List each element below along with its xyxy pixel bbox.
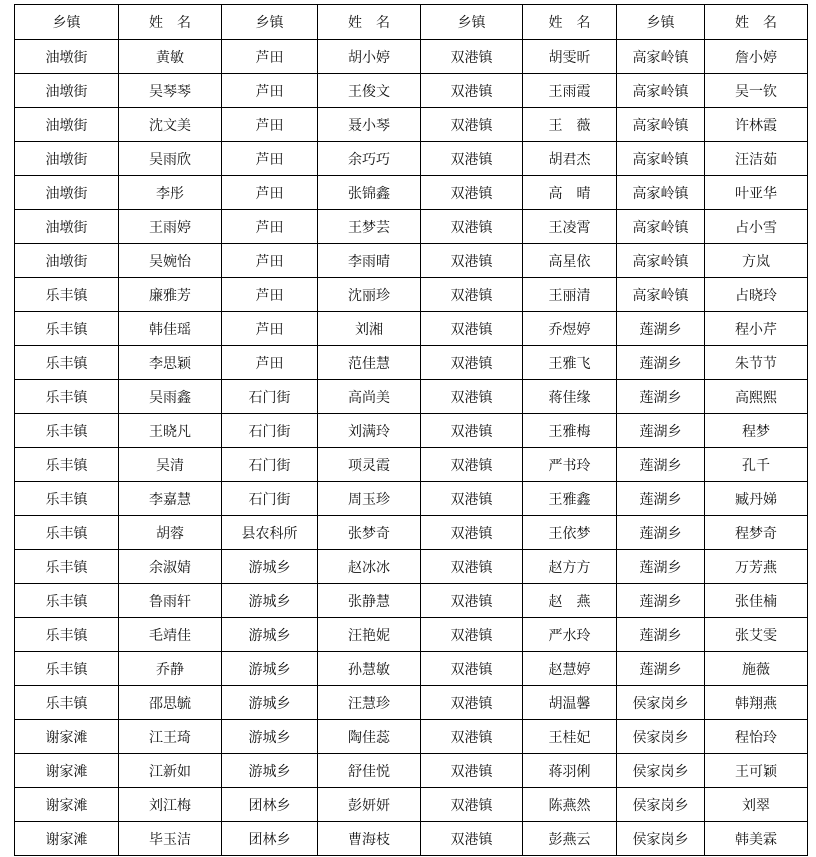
town-cell: 莲湖乡 (617, 618, 705, 652)
name-cell: 沈丽珍 (318, 278, 421, 312)
name-cell: 胡君杰 (523, 142, 617, 176)
town-cell: 芦田 (222, 74, 318, 108)
name-cell: 邵思毓 (119, 686, 222, 720)
town-cell: 游城乡 (222, 686, 318, 720)
header-name-3: 姓 名 (523, 5, 617, 40)
table-row (15, 482, 808, 516)
town-cell: 双港镇 (421, 584, 523, 618)
town-cell: 双港镇 (421, 788, 523, 822)
town-cell: 双港镇 (421, 550, 523, 584)
name-cell: 陶佳蕊 (318, 720, 421, 754)
name-cell: 韩美霖 (705, 822, 808, 856)
town-cell: 芦田 (222, 176, 318, 210)
table-row (15, 210, 808, 244)
name-cell: 项灵霞 (318, 448, 421, 482)
town-cell: 油墩街 (15, 244, 119, 278)
name-cell: 王梦芸 (318, 210, 421, 244)
town-cell: 双港镇 (421, 244, 523, 278)
name-cell: 胡温馨 (523, 686, 617, 720)
town-cell: 双港镇 (421, 482, 523, 516)
town-cell: 芦田 (222, 244, 318, 278)
name-cell: 彭燕云 (523, 822, 617, 856)
town-cell: 莲湖乡 (617, 312, 705, 346)
town-cell: 高家岭镇 (617, 40, 705, 74)
name-cell: 王雅飞 (523, 346, 617, 380)
name-cell: 韩翔燕 (705, 686, 808, 720)
town-cell: 游城乡 (222, 754, 318, 788)
town-cell: 乐丰镇 (15, 346, 119, 380)
town-cell: 侯家岗乡 (617, 788, 705, 822)
town-cell: 莲湖乡 (617, 652, 705, 686)
header-name-4: 姓 名 (705, 5, 808, 40)
name-cell: 蒋羽俐 (523, 754, 617, 788)
name-cell: 李彤 (119, 176, 222, 210)
town-cell: 双港镇 (421, 346, 523, 380)
name-cell: 王桂妃 (523, 720, 617, 754)
town-cell: 高家岭镇 (617, 244, 705, 278)
town-cell: 侯家岗乡 (617, 754, 705, 788)
town-cell: 双港镇 (421, 176, 523, 210)
name-cell: 张静慧 (318, 584, 421, 618)
town-cell: 油墩街 (15, 142, 119, 176)
town-cell: 石门街 (222, 414, 318, 448)
town-cell: 双港镇 (421, 618, 523, 652)
town-cell: 乐丰镇 (15, 652, 119, 686)
town-cell: 团林乡 (222, 822, 318, 856)
header-name-1: 姓 名 (119, 5, 222, 40)
name-cell: 毛靖佳 (119, 618, 222, 652)
town-cell: 乐丰镇 (15, 380, 119, 414)
town-cell: 芦田 (222, 210, 318, 244)
name-cell: 黄敏 (119, 40, 222, 74)
name-cell: 许林霞 (705, 108, 808, 142)
town-cell: 莲湖乡 (617, 346, 705, 380)
header-town-3: 乡镇 (421, 5, 523, 40)
name-cell: 赵冰冰 (318, 550, 421, 584)
name-cell: 赵慧婷 (523, 652, 617, 686)
table-row (15, 414, 808, 448)
name-cell: 王可颖 (705, 754, 808, 788)
name-cell: 李思颖 (119, 346, 222, 380)
name-cell: 李嘉慧 (119, 482, 222, 516)
name-cell: 程梦奇 (705, 516, 808, 550)
name-cell: 程怡玲 (705, 720, 808, 754)
name-cell: 孔千 (705, 448, 808, 482)
town-cell: 游城乡 (222, 618, 318, 652)
town-cell: 乐丰镇 (15, 686, 119, 720)
town-cell: 双港镇 (421, 380, 523, 414)
name-cell: 刘湘 (318, 312, 421, 346)
town-cell: 游城乡 (222, 720, 318, 754)
name-cell: 程小芹 (705, 312, 808, 346)
town-cell: 侯家岗乡 (617, 822, 705, 856)
name-cell: 王雨霞 (523, 74, 617, 108)
name-cell: 方岚 (705, 244, 808, 278)
name-cell: 赵 燕 (523, 584, 617, 618)
table-row (15, 40, 808, 74)
name-cell: 高尚美 (318, 380, 421, 414)
town-cell: 谢家滩 (15, 754, 119, 788)
name-cell: 吴琴琴 (119, 74, 222, 108)
name-cell: 占晓玲 (705, 278, 808, 312)
town-cell: 双港镇 (421, 516, 523, 550)
table-row (15, 652, 808, 686)
town-cell: 双港镇 (421, 754, 523, 788)
town-cell: 高家岭镇 (617, 278, 705, 312)
name-cell: 周玉珍 (318, 482, 421, 516)
table-row (15, 176, 808, 210)
name-cell: 沈文美 (119, 108, 222, 142)
town-cell: 莲湖乡 (617, 584, 705, 618)
town-cell: 油墩街 (15, 108, 119, 142)
town-cell: 芦田 (222, 312, 318, 346)
town-cell: 乐丰镇 (15, 584, 119, 618)
town-cell: 油墩街 (15, 210, 119, 244)
name-cell: 王雅梅 (523, 414, 617, 448)
town-cell: 油墩街 (15, 40, 119, 74)
name-cell: 聂小琴 (318, 108, 421, 142)
town-cell: 乐丰镇 (15, 550, 119, 584)
header-name-2: 姓 名 (318, 5, 421, 40)
town-cell: 高家岭镇 (617, 210, 705, 244)
town-cell: 双港镇 (421, 142, 523, 176)
town-cell: 侯家岗乡 (617, 686, 705, 720)
town-cell: 团林乡 (222, 788, 318, 822)
table-row (15, 244, 808, 278)
name-cell: 汪慧珍 (318, 686, 421, 720)
name-cell: 张佳楠 (705, 584, 808, 618)
town-cell: 双港镇 (421, 686, 523, 720)
town-cell: 游城乡 (222, 584, 318, 618)
town-cell: 双港镇 (421, 312, 523, 346)
town-cell: 双港镇 (421, 210, 523, 244)
name-cell: 王 薇 (523, 108, 617, 142)
name-cell: 高 晴 (523, 176, 617, 210)
header-row (15, 5, 808, 40)
name-cell: 范佳慧 (318, 346, 421, 380)
table-row (15, 720, 808, 754)
name-cell: 汪艳妮 (318, 618, 421, 652)
town-cell: 莲湖乡 (617, 414, 705, 448)
name-cell: 叶亚华 (705, 176, 808, 210)
table-row (15, 312, 808, 346)
name-cell: 王凌霄 (523, 210, 617, 244)
name-cell: 吴清 (119, 448, 222, 482)
name-cell: 王丽清 (523, 278, 617, 312)
table-row (15, 516, 808, 550)
name-cell: 吴雨欣 (119, 142, 222, 176)
name-cell: 吴婉怡 (119, 244, 222, 278)
name-cell: 舒佳悦 (318, 754, 421, 788)
name-cell: 孙慧敏 (318, 652, 421, 686)
table-row (15, 278, 808, 312)
town-cell: 石门街 (222, 448, 318, 482)
town-cell: 高家岭镇 (617, 176, 705, 210)
town-cell: 双港镇 (421, 414, 523, 448)
name-cell: 王雨婷 (119, 210, 222, 244)
town-cell: 莲湖乡 (617, 448, 705, 482)
town-cell: 油墩街 (15, 74, 119, 108)
name-cell: 程梦 (705, 414, 808, 448)
town-cell: 双港镇 (421, 278, 523, 312)
name-cell: 汪洁茹 (705, 142, 808, 176)
name-cell: 张艾雯 (705, 618, 808, 652)
name-cell: 严水玲 (523, 618, 617, 652)
name-cell: 李雨晴 (318, 244, 421, 278)
town-cell: 乐丰镇 (15, 414, 119, 448)
name-cell: 陈燕然 (523, 788, 617, 822)
table-row (15, 788, 808, 822)
name-cell: 蒋佳缘 (523, 380, 617, 414)
town-cell: 乐丰镇 (15, 448, 119, 482)
name-cell: 詹小婷 (705, 40, 808, 74)
town-cell: 芦田 (222, 278, 318, 312)
town-cell: 游城乡 (222, 550, 318, 584)
town-cell: 乐丰镇 (15, 618, 119, 652)
town-cell: 谢家滩 (15, 788, 119, 822)
town-cell: 双港镇 (421, 720, 523, 754)
town-cell: 谢家滩 (15, 720, 119, 754)
name-cell: 刘满玲 (318, 414, 421, 448)
table-row (15, 618, 808, 652)
name-cell: 赵方方 (523, 550, 617, 584)
table-row (15, 822, 808, 856)
name-cell: 高星依 (523, 244, 617, 278)
name-cell: 严书玲 (523, 448, 617, 482)
name-cell: 王依梦 (523, 516, 617, 550)
name-cell: 廉雅芳 (119, 278, 222, 312)
name-cell: 吴一钦 (705, 74, 808, 108)
name-cell: 胡雯昕 (523, 40, 617, 74)
town-cell: 高家岭镇 (617, 74, 705, 108)
name-cell: 张梦奇 (318, 516, 421, 550)
town-cell: 芦田 (222, 40, 318, 74)
name-cell: 胡小婷 (318, 40, 421, 74)
town-cell: 芦田 (222, 142, 318, 176)
name-cell: 余巧巧 (318, 142, 421, 176)
header-town-2: 乡镇 (222, 5, 318, 40)
town-cell: 双港镇 (421, 652, 523, 686)
name-cell: 韩佳瑶 (119, 312, 222, 346)
table-row (15, 686, 808, 720)
name-cell: 江新如 (119, 754, 222, 788)
table-row (15, 380, 808, 414)
town-cell: 芦田 (222, 108, 318, 142)
name-cell: 鲁雨轩 (119, 584, 222, 618)
name-cell: 臧丹娣 (705, 482, 808, 516)
town-cell: 石门街 (222, 482, 318, 516)
town-cell: 乐丰镇 (15, 312, 119, 346)
name-cell: 曹海枝 (318, 822, 421, 856)
town-cell: 双港镇 (421, 822, 523, 856)
name-cell: 彭妍妍 (318, 788, 421, 822)
town-cell: 游城乡 (222, 652, 318, 686)
town-cell: 高家岭镇 (617, 108, 705, 142)
name-cell: 王晓凡 (119, 414, 222, 448)
name-cell: 胡蓉 (119, 516, 222, 550)
name-cell: 王俊文 (318, 74, 421, 108)
name-cell: 施薇 (705, 652, 808, 686)
town-cell: 高家岭镇 (617, 142, 705, 176)
name-cell: 万芳燕 (705, 550, 808, 584)
name-cell: 高熙熙 (705, 380, 808, 414)
town-cell: 双港镇 (421, 448, 523, 482)
table-row (15, 108, 808, 142)
name-cell: 占小雪 (705, 210, 808, 244)
town-cell: 莲湖乡 (617, 380, 705, 414)
town-cell: 乐丰镇 (15, 278, 119, 312)
town-cell: 侯家岗乡 (617, 720, 705, 754)
town-cell: 乐丰镇 (15, 482, 119, 516)
name-cell: 乔煜婷 (523, 312, 617, 346)
roster-table (14, 4, 808, 856)
header-town-4: 乡镇 (617, 5, 705, 40)
name-cell: 吴雨鑫 (119, 380, 222, 414)
town-cell: 莲湖乡 (617, 516, 705, 550)
table-row (15, 550, 808, 584)
name-cell: 江王琦 (119, 720, 222, 754)
town-cell: 双港镇 (421, 40, 523, 74)
table-row (15, 584, 808, 618)
name-cell: 张锦鑫 (318, 176, 421, 210)
town-cell: 谢家滩 (15, 822, 119, 856)
town-cell: 油墩街 (15, 176, 119, 210)
table-row (15, 346, 808, 380)
table-row (15, 448, 808, 482)
name-cell: 王雅鑫 (523, 482, 617, 516)
town-cell: 双港镇 (421, 108, 523, 142)
town-cell: 乐丰镇 (15, 516, 119, 550)
town-cell: 双港镇 (421, 74, 523, 108)
town-cell: 芦田 (222, 346, 318, 380)
header-town-1: 乡镇 (15, 5, 119, 40)
name-cell: 朱节节 (705, 346, 808, 380)
town-cell: 县农科所 (222, 516, 318, 550)
table-row (15, 74, 808, 108)
town-cell: 莲湖乡 (617, 482, 705, 516)
name-cell: 刘江梅 (119, 788, 222, 822)
roster-body (15, 40, 808, 856)
name-cell: 余淑婧 (119, 550, 222, 584)
name-cell: 毕玉洁 (119, 822, 222, 856)
town-cell: 石门街 (222, 380, 318, 414)
name-cell: 乔静 (119, 652, 222, 686)
table-row (15, 142, 808, 176)
table-row (15, 754, 808, 788)
name-cell: 刘翠 (705, 788, 808, 822)
town-cell: 莲湖乡 (617, 550, 705, 584)
